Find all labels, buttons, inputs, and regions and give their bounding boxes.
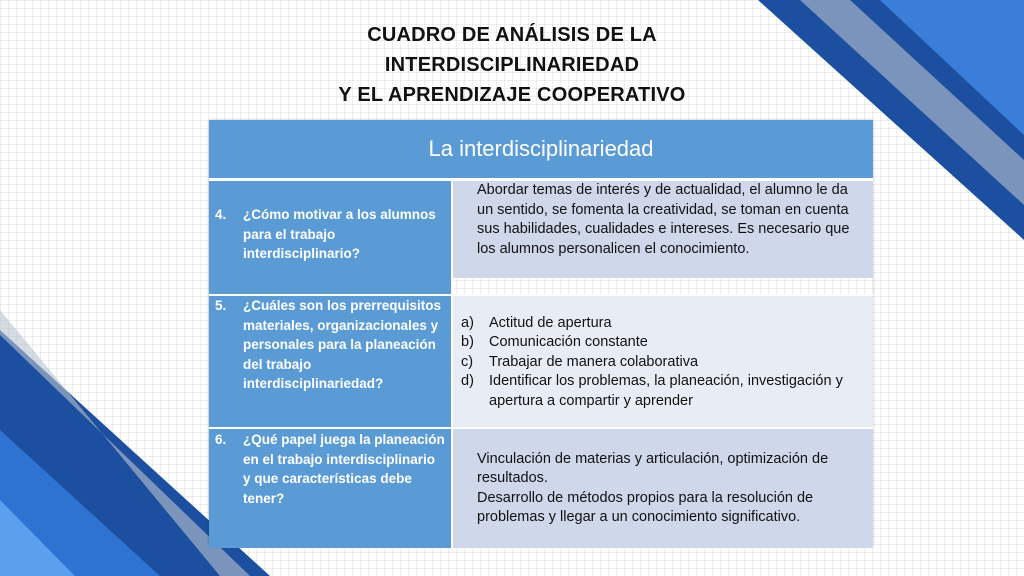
prerequisites-list (461, 314, 863, 412)
answer-cell (453, 181, 873, 278)
slide-title (262, 20, 762, 110)
table-row (209, 427, 873, 548)
question-cell (209, 429, 453, 548)
question-number: 5. (215, 298, 227, 313)
answer-line-1: Vinculación de materias y articulación, optimización de resultados. (477, 450, 829, 486)
list-item: c) Trabajar de manera colaborativa (461, 353, 699, 370)
title-line-3: Y EL APRENDIZAJE COOPERATIVO (338, 84, 686, 106)
question-text: ¿Cómo motivar a los alumnos para el trabajo interdisciplinario? (243, 207, 436, 261)
answer-line-2: Desarrollo de métodos propios para la resolución de problemas y llegar a un conocimiento significativo. (477, 489, 814, 525)
question-number: 4. (215, 207, 227, 222)
title-line-1: CUADRO DE ANÁLISIS DE LA (367, 24, 657, 46)
title-line-2: INTERDISCIPLINARIEDAD (384, 54, 640, 76)
question-number: 6. (215, 432, 227, 447)
question-text: ¿Cuáles son los prerrequisitos materiales, organizacionales y personales para la planeación del trabajo interdisciplinariedad? (243, 298, 442, 391)
list-item: a) Actitud de apertura (461, 314, 612, 331)
table-header: La interdisciplinariedad (209, 120, 873, 181)
table-row (209, 294, 873, 429)
question-cell (209, 296, 453, 429)
analysis-table (209, 120, 873, 546)
answer-text: Abordar temas de interés y de actualidad, el alumno le da un sentido, se fomenta la creatividad, se toman en cuenta sus habilidades, cualidades e intereses. Es necesario que los alumnos personalicen el conocimiento. (477, 182, 850, 257)
question-text: ¿Qué papel juega la planeación en el trabajo interdisciplinario y que características debe tener? (243, 432, 445, 506)
answer-cell (453, 429, 873, 548)
list-item: b) Comunicación constante (461, 334, 648, 351)
list-item: d) Identificar los problemas, la planeación, investigación y apertura a compartir y aprender (461, 373, 843, 409)
answer-cell (453, 296, 873, 429)
